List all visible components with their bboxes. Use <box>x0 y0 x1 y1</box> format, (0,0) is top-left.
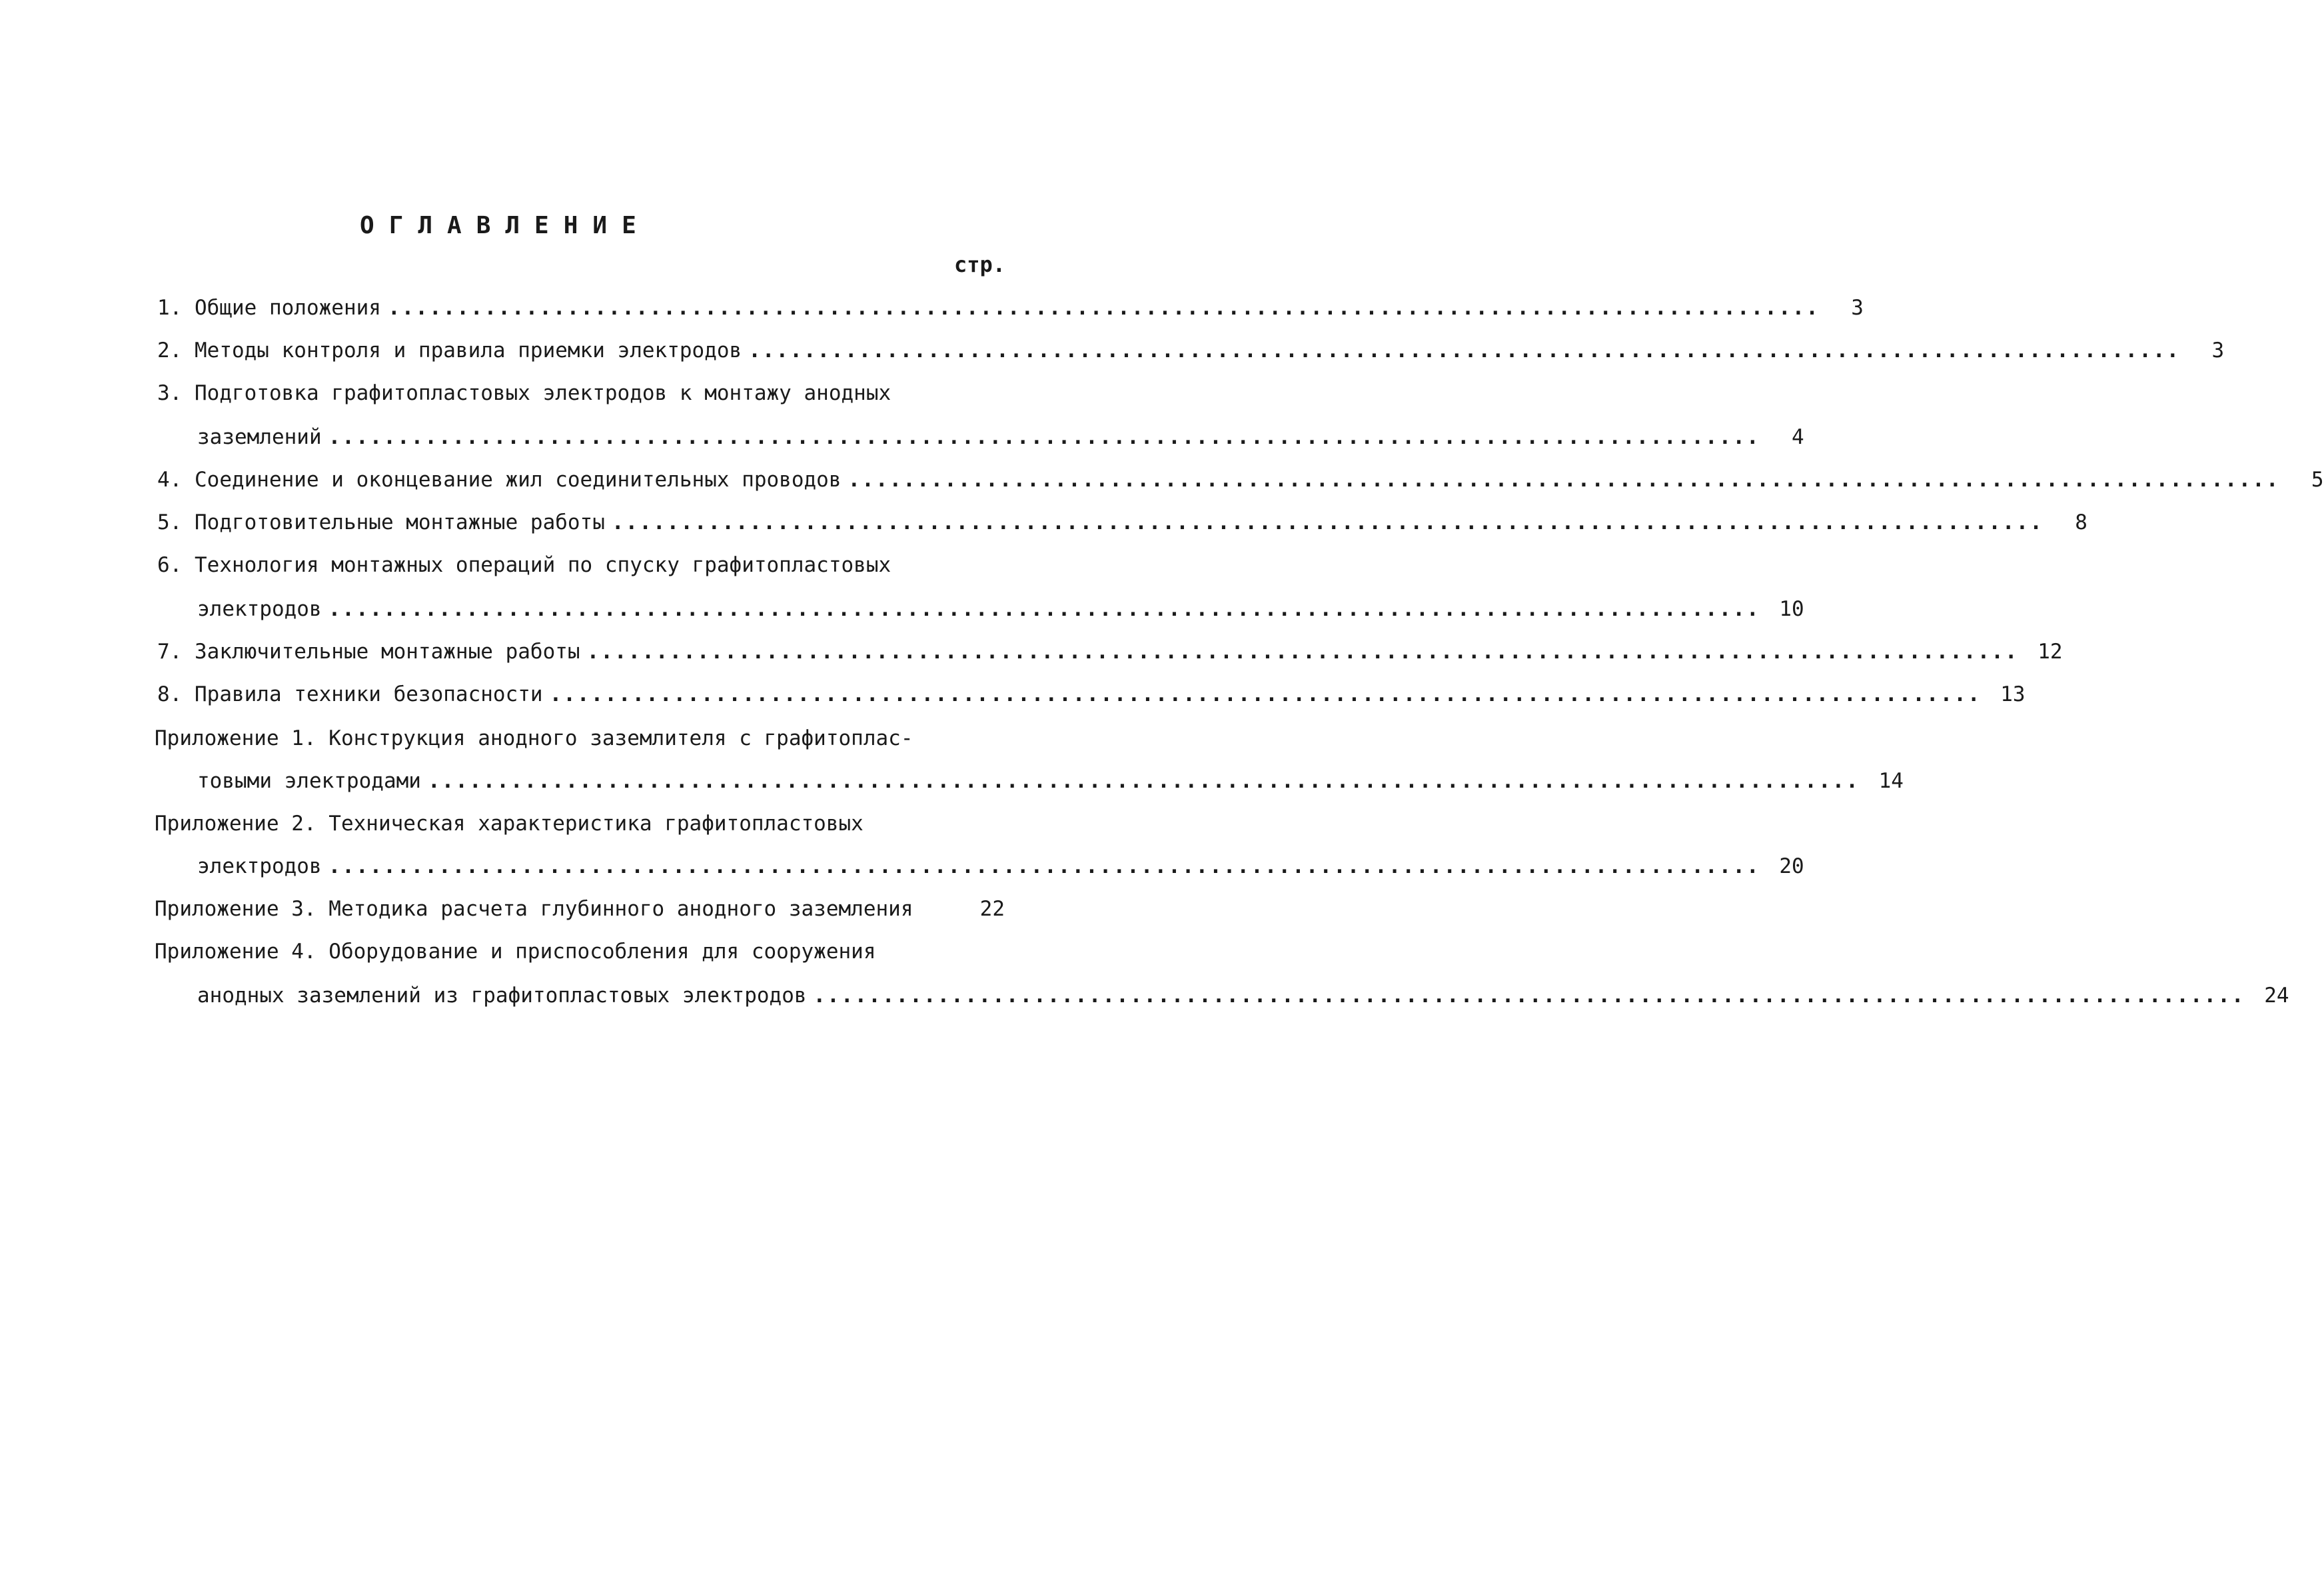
toc-entry-text: 5. Подготовительные монтажные работы <box>157 510 605 534</box>
toc-entry-text: 8. Правила техники безопасности <box>157 682 543 706</box>
page-column-label: стр. <box>954 252 1006 277</box>
toc-page-number: 12 <box>2037 640 2063 664</box>
toc-leader-dots: ........................................................................................................ <box>586 640 2019 664</box>
toc-page-number: 3 <box>2211 339 2225 363</box>
toc-page-number: 10 <box>1779 597 1804 621</box>
toc-appendix-1[interactable] <box>155 720 1005 752</box>
toc-page-number: 13 <box>2000 682 2026 706</box>
toc-appendix-4[interactable] <box>155 933 1005 965</box>
toc-entry-text: 1. Общие положения <box>157 296 381 320</box>
toc-entry-text: электродов <box>197 597 322 621</box>
toc-entry-text: анодных заземлений из графитопластовых электродов <box>197 984 807 1008</box>
toc-page-number: 24 <box>2264 984 2289 1008</box>
toc-entry-3[interactable] <box>157 375 1005 406</box>
toc-entry-text: электродов <box>197 854 322 878</box>
toc-page-number: 20 <box>1779 854 1804 878</box>
toc-leader-dots: ........................................................................................................ <box>813 984 2245 1008</box>
toc-leader-dots: ........................................................................................................ <box>328 854 1760 878</box>
toc-entry-text: 6. Технология монтажных операций по спуску графитопластовых <box>157 553 891 577</box>
toc-entry-text: Приложение 2. Техническая характеристика графитопластовых <box>155 812 864 836</box>
toc-page-number: 8 <box>2075 510 2087 534</box>
toc-page-number: 4 <box>1791 425 1804 449</box>
toc-page-number: 5 <box>2311 468 2324 492</box>
toc-appendix-3[interactable] <box>155 890 1005 922</box>
toc-entry-8[interactable] <box>157 676 2026 708</box>
toc-leader-dots: ........................................................................................................ <box>848 468 2280 492</box>
toc-appendix-1-continued[interactable] <box>197 762 1904 794</box>
toc-entry-3-continued[interactable] <box>197 418 1804 450</box>
toc-entry-text: 3. Подготовка графитопластовых электродов к монтажу анодных <box>157 381 891 405</box>
toc-leader-dots: ........................................................................................................ <box>549 682 1982 706</box>
toc-appendix-2-continued[interactable] <box>197 848 1804 880</box>
toc-entry-4[interactable] <box>157 461 2324 493</box>
toc-entry-6-continued[interactable] <box>197 590 1804 622</box>
toc-leader-dots: ........................................................................................................ <box>611 510 2043 534</box>
toc-entry-7[interactable] <box>157 633 2063 665</box>
toc-entry-text: Приложение 3. Методика расчета глубинного анодного заземления <box>155 897 913 921</box>
toc-leader-dots: ........................................................................................................ <box>387 296 1820 320</box>
toc-entry-5[interactable] <box>157 504 2087 536</box>
toc-entry-text: 4. Соединение и оконцевание жил соединительных проводов <box>157 468 842 492</box>
toc-entry-1[interactable] <box>157 289 1864 321</box>
toc-leader-dots: ........................................................................................................ <box>427 769 1860 793</box>
page-title: ОГЛАВЛЕНИЕ <box>360 212 651 239</box>
toc-leader-dots: ........................................................................................................ <box>328 425 1760 449</box>
toc-leader-dots: ........................................................................................................ <box>748 339 2181 363</box>
toc-entry-text: заземлений <box>197 425 322 449</box>
toc-leader-dots: ........................................................................................................ <box>328 597 1760 621</box>
toc-entry-text: Приложение 1. Конструкция анодного заземлителя с графитоплас- <box>155 726 913 750</box>
toc-entry-text: 7. Заключительные монтажные работы <box>157 640 580 664</box>
toc-appendix-2[interactable] <box>155 805 1005 837</box>
toc-entry-6[interactable] <box>157 546 1005 578</box>
toc-entry-text: 2. Методы контроля и правила приемки электродов <box>157 339 742 363</box>
toc-page-number: 22 <box>979 897 1005 921</box>
toc-appendix-4-continued[interactable] <box>197 977 2289 1009</box>
toc-entry-text: товыми электродами <box>197 769 421 793</box>
toc-page-number: 3 <box>1851 296 1864 320</box>
toc-entry-text: Приложение 4. Оборудование и приспособления для сооружения <box>155 940 876 964</box>
toc-entry-2[interactable] <box>157 332 2225 364</box>
toc-page-number: 14 <box>1878 769 1904 793</box>
